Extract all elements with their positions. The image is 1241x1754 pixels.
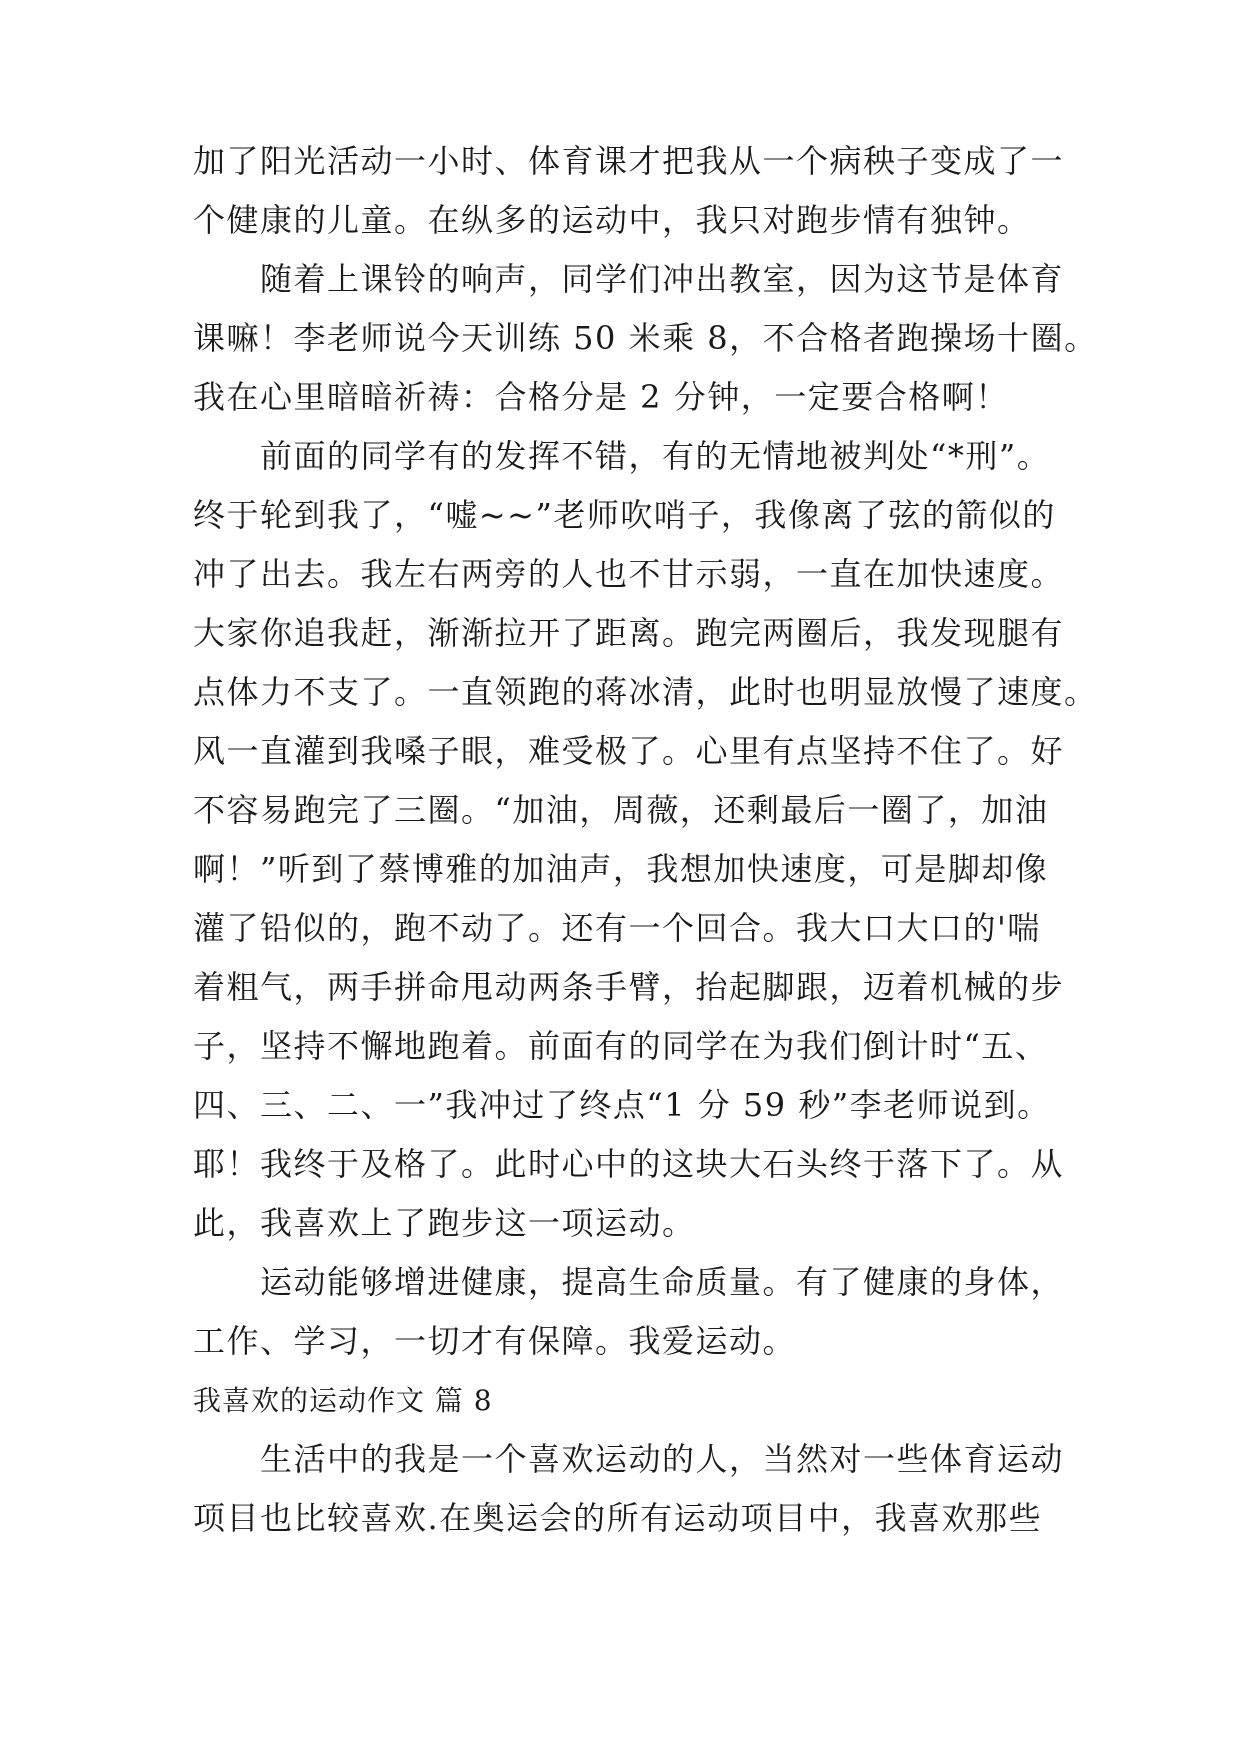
text-line: 我在心里暗暗祈祷：合格分是 2 分钟，一定要合格啊！	[193, 378, 1009, 416]
section-title: 我喜欢的运动作文 篇 8	[193, 1384, 493, 1417]
text-line: 课嘛！李老师说今天训练 50 米乘 8，不合格者跑操场十圈。	[193, 319, 1098, 357]
text-line: 着粗气，两手拼命甩动两条手臂，抬起脚跟，迈着机械的步	[193, 968, 1065, 1006]
text-line: 点体力不支了。一直领跑的蒋冰清，此时也明显放慢了速度。	[193, 673, 1098, 711]
text-line: 子，坚持不懈地跑着。前面有的同学在为我们倒计时“五、	[193, 1027, 1049, 1065]
text-line: 大家你追我赶，渐渐拉开了距离。跑完两圈后，我发现腿有	[193, 614, 1065, 652]
text-line: 风一直灌到我嗓子眼，难受极了。心里有点坚持不住了。好	[193, 732, 1065, 770]
text-line: 不容易跑完了三圈。“加油，周薇，还剩最后一圈了，加油	[193, 791, 1049, 829]
text-line: 个健康的儿童。在纵多的运动中，我只对跑步情有独钟。	[193, 201, 1031, 239]
text-line: 前面的同学有的发挥不错，有的无情地被判处“*刑”。	[193, 437, 1051, 475]
text-line: 工作、学习，一切才有保障。我爱运动。	[193, 1322, 797, 1360]
text-line: 终于轮到我了，“嘘~~”老师吹哨子，我像离了弦的箭似的	[193, 496, 1056, 534]
text-line: 随着上课铃的响声，同学们冲出教室，因为这节是体育	[193, 260, 1065, 298]
document-body	[193, 132, 1098, 1548]
text-line: 四、三、二、一”我冲过了终点“1 分 59 秒”李老师说到。	[193, 1086, 1051, 1124]
text-line: 冲了出去。我左右两旁的人也不甘示弱，一直在加快速度。	[193, 555, 1065, 593]
text-line: 运动能够增进健康，提高生命质量。有了健康的身体，	[193, 1263, 1065, 1301]
text-line: 啊！”听到了蔡博雅的加油声，我想加快速度，可是脚却像	[193, 850, 1049, 888]
text-line: 生活中的我是一个喜欢运动的人，当然对一些体育运动	[193, 1440, 1065, 1478]
text-line: 此，我喜欢上了跑步这一项运动。	[193, 1204, 696, 1242]
text-line: 灌了铅似的，跑不动了。还有一个回合。我大口大口的'喘	[193, 909, 1041, 947]
text-line: 加了阳光活动一小时、体育课才把我从一个病秧子变成了一	[193, 142, 1065, 180]
text-line: 项目也比较喜欢.在奥运会的所有运动项目中，我喜欢那些	[193, 1499, 1043, 1537]
text-line: 耶！我终于及格了。此时心中的这块大石头终于落下了。从	[193, 1145, 1065, 1183]
